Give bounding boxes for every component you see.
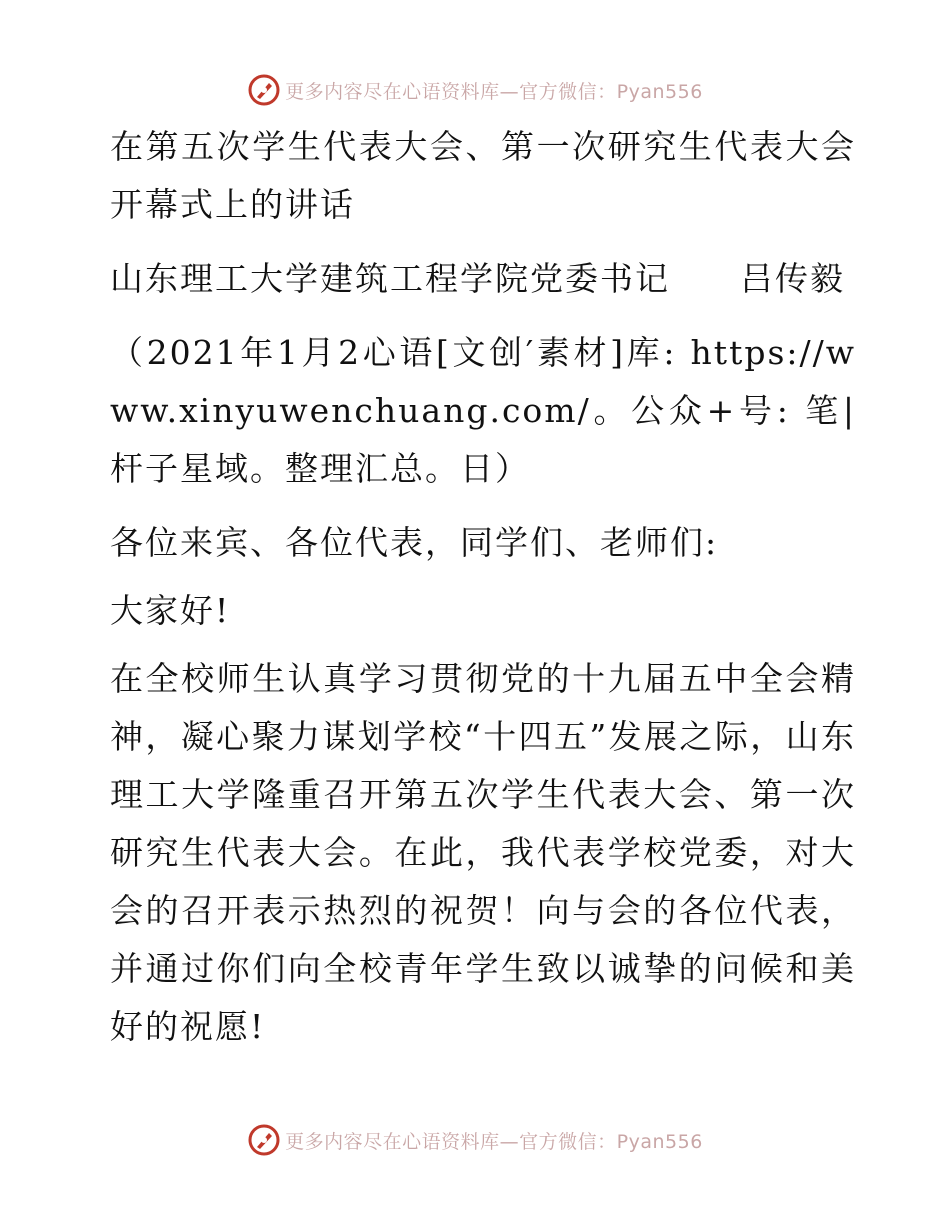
banner-dash: — — [499, 80, 520, 103]
banner-suffix-text: 官方微信：Pyan556 — [519, 80, 703, 103]
header-banner — [0, 70, 950, 110]
banner-text — [285, 1127, 703, 1154]
banner-main-text: 更多内容尽在心语资料库 — [285, 80, 500, 103]
document-date-note: （2021年1月2心语[文创′素材]库: https://www.xinyuwenchuang.com/。公众+号: 笔|杆子星域。整理汇总。日） — [110, 333, 856, 488]
banner-text — [285, 77, 703, 104]
banner-suffix-text: 官方微信：Pyan556 — [519, 1130, 703, 1153]
document-body — [96, 118, 856, 1056]
pen-nib-logo-icon — [247, 73, 281, 107]
banner-dash: — — [499, 1130, 520, 1153]
document-title: 在第五次学生代表大会、第一次研究生代表大会开幕式上的讲话 — [110, 127, 856, 224]
document-author: 山东理工大学建筑工程学院党委书记 吕传毅 — [110, 259, 845, 298]
greeting: 大家好! — [110, 591, 231, 630]
body-paragraph: 在全校师生认真学习贯彻党的十九届五中全会精神，凝心聚力谋划学校“十四五”发展之际，山东理工大学隆重召开第五次学生代表大会、第一次研究生代表大会。在此，我代表学校党委，对大会的召开表示热烈的祝贺！向与会的各位代表，并通过你们向全校青年学生致以诚挚的问候和美好的祝愿! — [110, 659, 856, 1046]
pen-nib-logo-icon — [247, 1123, 281, 1157]
footer-banner — [0, 1120, 950, 1160]
banner-main-text: 更多内容尽在心语资料库 — [285, 1130, 500, 1153]
salutation: 各位来宾、各位代表，同学们、老师们: — [110, 523, 719, 562]
